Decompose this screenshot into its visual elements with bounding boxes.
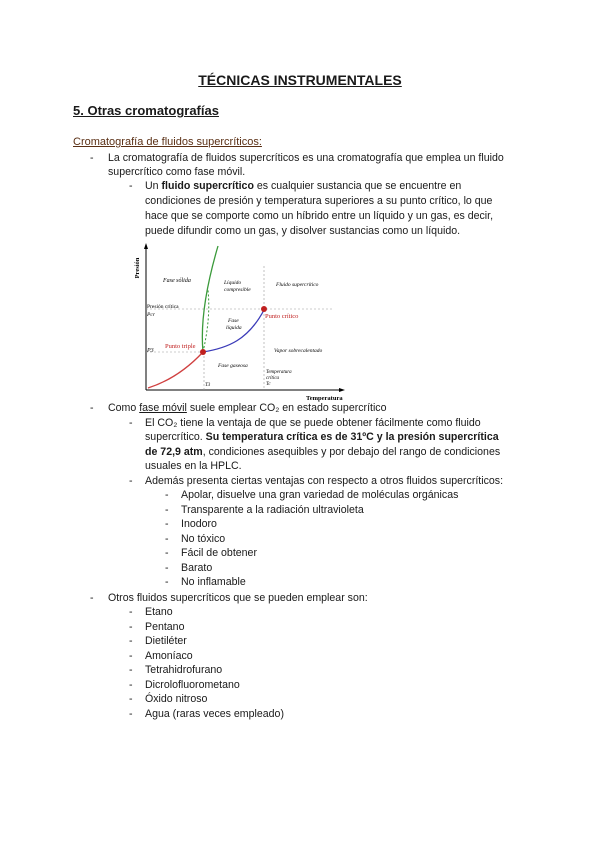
bullet-dash: - <box>129 621 133 633</box>
supercritical-fluid-label: Fluido supercrítico <box>276 282 319 288</box>
y-axis-label: Presión <box>134 257 141 279</box>
paragraph-line <box>145 179 461 193</box>
compressible-liquid-label: Líquido <box>224 280 242 286</box>
list-item: Agua (raras veces empleado) <box>145 708 284 720</box>
list-item: No inflamable <box>181 576 246 588</box>
bullet-dash: - <box>90 592 94 604</box>
critical-pressure-label: Presión crítica <box>147 304 179 310</box>
paragraph-line: condiciones de presión y temperatura superiores a su punto crítico, lo que <box>145 195 493 207</box>
bullet-dash: - <box>129 693 133 705</box>
critical-temperature-label: Temperatura <box>266 370 292 375</box>
bold-term: Su temperatura crítica es de 31ºC y la presión supercrítica <box>205 431 499 443</box>
bullet-dash: - <box>129 475 133 487</box>
paragraph-line <box>145 445 500 459</box>
gas-phase-label: Fase gaseosa <box>218 363 248 369</box>
paragraph-line: La cromatografía de fluidos supercríticos es una cromatografía que emplea un fluido <box>108 152 504 164</box>
bullet-dash: - <box>129 606 133 618</box>
paragraph-line: supercrítico como fase móvil. <box>108 166 246 178</box>
critical-point-label: Punto crítico <box>265 313 299 320</box>
document-title: TÉCNICAS INSTRUMENTALES <box>198 72 402 88</box>
paragraph-line: hace que se comporte como un híbrido entre un líquido y un gas, es decir, <box>145 210 494 222</box>
bullet-dash: - <box>165 518 169 530</box>
fusion-curve <box>202 246 218 352</box>
paragraph-line: Además presenta ciertas ventajas con respecto a otros fluidos supercríticos: <box>145 475 504 487</box>
tc-label: Tc <box>266 382 271 387</box>
x-axis-arrow <box>339 388 345 392</box>
list-item: No tóxico <box>181 533 226 545</box>
superheated-vapor-label: Vapor sobrecalentado <box>274 348 323 354</box>
bullet-dash: - <box>129 679 133 691</box>
bold-term: de 72,9 atm <box>145 446 203 458</box>
liquid-phase-label: Fase <box>228 318 239 324</box>
bullet-dash: - <box>129 650 133 662</box>
bullet-dash: - <box>129 635 133 647</box>
list-item: Etano <box>145 606 173 618</box>
bullet-dash: - <box>129 180 133 192</box>
vaporization-curve <box>203 310 264 352</box>
p3-label: P3 <box>147 348 154 354</box>
text-span: es cualquier sustancia que se encuentre en <box>253 180 462 192</box>
text-span: supercrítico. <box>145 431 206 443</box>
list-item: Pentano <box>145 621 185 633</box>
triple-point-marker <box>200 349 206 355</box>
text-span: Como <box>108 402 140 414</box>
bullet-dash: - <box>165 533 169 545</box>
solid-phase-label: Fase sólida <box>163 278 191 284</box>
t3-label: T3 <box>205 383 211 388</box>
x-axis-label: Temperatura <box>306 395 343 402</box>
paragraph-line: puede difundir como un gas, y disolver sustancias como un líquido. <box>145 225 461 237</box>
list-item: Tetrahidrofurano <box>145 664 223 676</box>
bullet-dash: - <box>129 664 133 676</box>
critical-point-marker <box>261 306 267 312</box>
subsection-heading: Cromatografía de fluidos supercríticos: <box>73 136 262 148</box>
bullet-dash: - <box>165 504 169 516</box>
critical-temperature-label: crítica <box>266 376 280 381</box>
underlined-term: fase móvil <box>139 402 187 414</box>
list-item: Apolar, disuelve una gran variedad de moléculas orgánicas <box>181 489 459 501</box>
list-item: Transparente a la radiación ultravioleta <box>181 504 364 516</box>
liquid-phase-label: líquida <box>226 325 242 331</box>
bold-term: fluido supercrítico <box>161 180 254 192</box>
triple-point-label: Punto triple <box>165 343 196 350</box>
list-item: Barato <box>181 562 213 574</box>
paragraph-line <box>108 401 387 415</box>
text-span: , condiciones asequibles y por debajo del rango de condiciones <box>202 446 501 458</box>
phase-diagram <box>128 240 350 402</box>
bullet-dash: - <box>129 708 133 720</box>
bullet-dash: - <box>129 417 133 429</box>
list-item: Dicrolofluorometano <box>145 679 240 691</box>
paragraph-line: usuales en la HPLC. <box>145 460 242 472</box>
list-item: Óxido nitroso <box>145 693 208 705</box>
pcr-label: Pcr <box>147 312 155 318</box>
bullet-dash: - <box>90 152 94 164</box>
paragraph-line: El CO₂ tiene la ventaja de que se puede obtener fácilmente como fluido <box>145 417 481 429</box>
section-heading: 5. Otras cromatografías <box>73 103 219 118</box>
list-item: Dietiléter <box>145 635 187 647</box>
bullet-dash: - <box>90 402 94 414</box>
bullet-dash: - <box>165 489 169 501</box>
y-axis-arrow <box>144 243 148 249</box>
list-item: Inodoro <box>181 518 217 530</box>
paragraph-line <box>145 430 499 444</box>
bullet-dash: - <box>165 562 169 574</box>
text-span: Un <box>145 180 162 192</box>
text-span: suele emplear CO₂ en estado supercrítico <box>186 402 387 414</box>
bullet-dash: - <box>165 547 169 559</box>
bullet-dash: - <box>165 576 169 588</box>
compressible-liquid-label: compresible <box>224 287 251 293</box>
list-item: Fácil de obtener <box>181 547 257 559</box>
paragraph-line: Otros fluidos supercríticos que se pueden emplear son: <box>108 592 368 604</box>
list-item: Amoníaco <box>145 650 193 662</box>
sublimation-curve <box>148 352 203 388</box>
